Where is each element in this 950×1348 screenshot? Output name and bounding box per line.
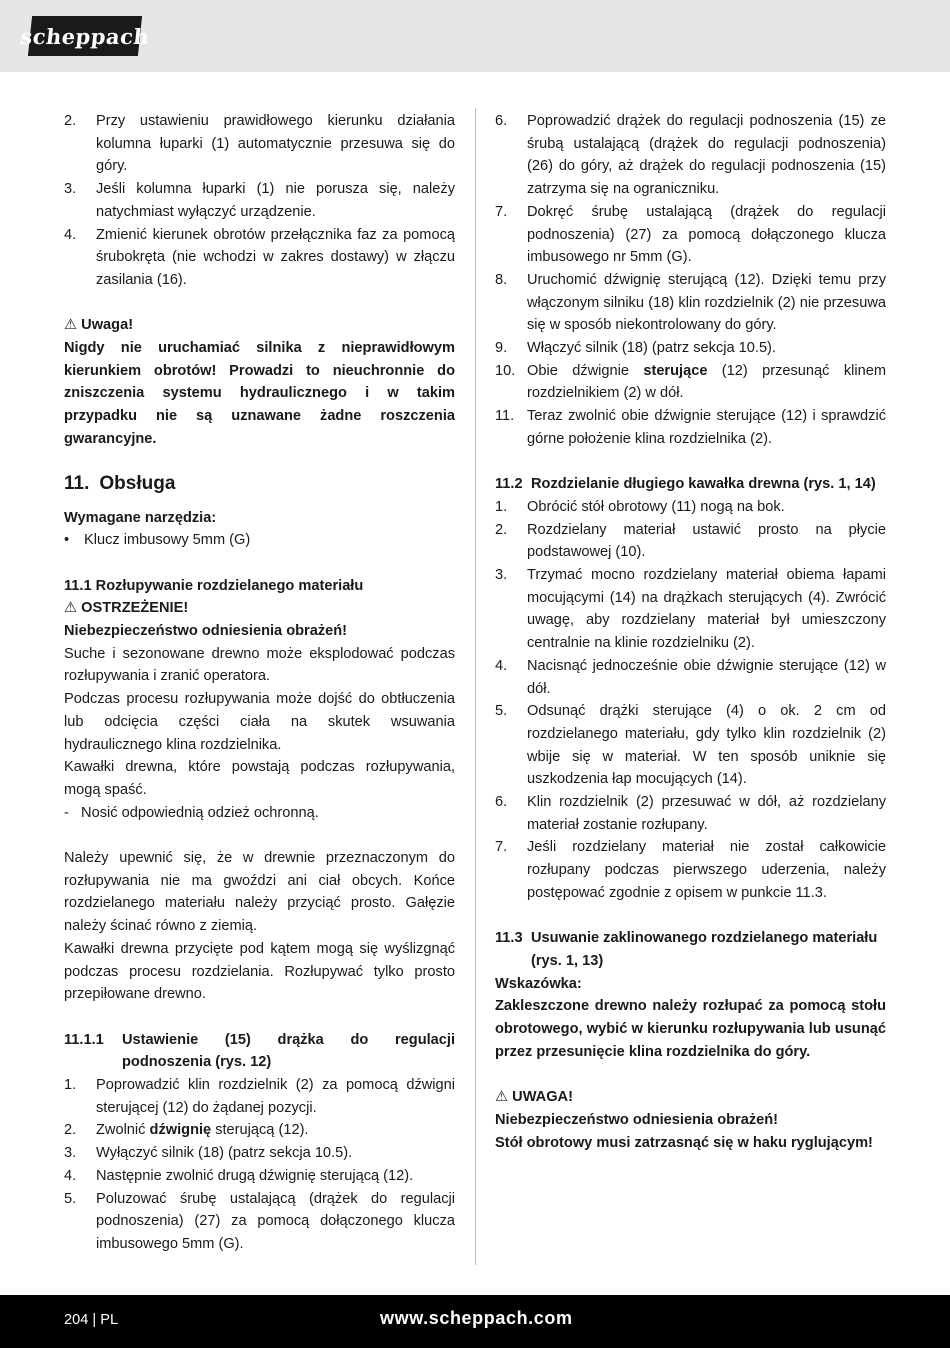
list-item: 5. Odsunąć drążki sterujące (4) o ok. 2 cm od rozdzielanego materiału, gdy tylko klin rozdzielnik (2) wbije się w materiał. W ten sposób uniknie się uszkodzenia łap mocujących (14). xyxy=(495,703,886,788)
list-item: 3. Jeśli kolumna łuparki (1) nie porusza się, należy natychmiast wyłączyć urządzenie. xyxy=(64,181,455,220)
list-item: 4. Zmienić kierunek obrotów przełącznika faz za pomocą śrubokręta (nie wchodzi w zakres dostawy) w złączu zasilania (16). xyxy=(64,226,455,288)
right-column xyxy=(495,110,886,1154)
list-item: 4. Nacisnąć jednocześnie obie dźwignie sterujące (12) w dół. xyxy=(495,657,886,697)
warning-icon: ⚠ xyxy=(495,1089,509,1106)
page-number: 204 | PL xyxy=(64,1312,119,1328)
warning-title: ⚠ UWAGA! xyxy=(495,1089,573,1106)
warning-title: ⚠ OSTRZEŻENIE! xyxy=(64,600,189,617)
brand-logo: scheppach xyxy=(28,16,142,56)
list-item: 4. Następnie zwolnić drugą dźwignię sterującą (12). xyxy=(64,1167,414,1184)
list-item: 1. Obrócić stół obrotowy (11) nogą na bok. xyxy=(495,498,785,515)
list-item: 7. Dokręć śrubę ustalającą (drążek do regulacji podnoszenia) (27) za pomocą dołączonego klucza imbusowego nr 5mm (G). xyxy=(495,203,886,266)
steps-list xyxy=(64,110,455,292)
subsection-heading: 11.2 Rozdzielanie długiego kawałka drewna (rys. 1, 14) xyxy=(495,476,876,493)
tools-title: Wymagane narzędzia: xyxy=(64,509,217,526)
list-item: 7. Jeśli rozdzielany materiał nie został całkowicie rozłupany podczas pierwszego uderzenia, należy postępować zgodnie z opisem w punkcie 11.3. xyxy=(495,839,886,901)
list-item: 11. Teraz zwolnić obie dźwignie sterujące (12) i sprawdzić górne położenie klina rozdzielnika (2). xyxy=(495,408,886,447)
subsection-heading: 11.3 Usuwanie zaklinowanego rozdzielanego materiału (rys. 1, 13) xyxy=(495,930,878,969)
danger-text: Niebezpieczeństwo odniesienia obrażeń! xyxy=(495,1111,779,1128)
list-item: 2. Rozdzielany materiał ustawić prosto na płycie podstawowej (10). xyxy=(495,521,886,561)
caution-title: ⚠ Uwaga! xyxy=(64,317,134,334)
left-column xyxy=(64,110,455,1256)
section-heading: 11. Obsługa xyxy=(64,472,176,494)
hint-text: Zakleszczone drewno należy rozłupać za pomocą stołu obrotowego, wybić w kierunku rozłupywania lub usunąć przez przesunięcie klina rozdzielnika do góry. xyxy=(495,998,886,1060)
paragraph: Suche i sezonowane drewno może eksplodować podczas rozłupywania i zranić operatora. xyxy=(64,645,455,685)
page-header xyxy=(0,0,950,72)
warning-icon: ⚠ xyxy=(64,600,78,617)
caution-text: Nigdy nie uruchamiać silnika z nieprawidłowym kierunkiem obrotów! Prowadzi to nieuchronnie do zniszczenia systemu hydraulicznego i w takim przypadku nie są uznawane żadne roszczenia gwarancyjne. xyxy=(64,340,455,447)
list-item: • Klucz imbusowy 5mm (G) xyxy=(64,532,251,549)
list-item: 5. Poluzować śrubę ustalającą (drążek do regulacji podnoszenia) (27) za pomocą dołączonego klucza imbusowego 5mm (G). xyxy=(64,1190,455,1252)
danger-text: Niebezpieczeństwo odniesienia obrażeń! xyxy=(64,623,348,640)
page-footer xyxy=(0,1295,950,1348)
subsection-heading: 11.1.1 Ustawienie (15) drążka do regulacji podnoszenia (rys. 12) xyxy=(64,1031,455,1071)
steps-list xyxy=(64,1074,455,1256)
steps-list xyxy=(495,496,886,905)
list-item: 8. Uruchomić dźwignię sterującą (12). Dzięki temu przy włączonym silniku (18) klin rozdzielnik (2) nie przesuwa się w sposób niekontrolowany do góry. xyxy=(495,271,886,334)
paragraph: Kawałki drewna, które powstają podczas rozłupywania, mogą spaść. xyxy=(64,759,455,798)
list-item: 2. Przy ustawieniu prawidłowego kierunku działania kolumna łuparki (1) automatycznie przesuwa się do góry. xyxy=(64,113,455,175)
steps-list xyxy=(495,110,886,451)
list-item: 1. Poprowadzić klin rozdzielnik (2) za pomocą dźwigni sterującej (12) do żądanej pozycji. xyxy=(64,1077,455,1116)
hint-title: Wskazówka: xyxy=(495,975,582,992)
paragraph: Kawałki drewna przycięte pod kątem mogą się wyślizgnąć podczas procesu rozdzielania. Rozłupywać tylko prosto przepiłowane drewno. xyxy=(64,940,455,1003)
list-item: 3. Wyłączyć silnik (18) (patrz sekcja 10.5). xyxy=(64,1145,353,1162)
tools-list xyxy=(64,529,455,552)
list-item: 6. Poprowadzić drążek do regulacji podnoszenia (15) ze śrubą ustalającą (drążek do regulacji podnoszenia) (26) do góry, aż drążek do regulacji podnoszenia (15) zatrzyma się na ograniczniku. xyxy=(495,113,886,198)
dash-item: - Nosić odpowiednią odzież ochronną. xyxy=(64,804,319,821)
list-item: 6. Klin rozdzielnik (2) przesuwać w dół, aż rozdzielany materiał zostanie rozłupany. xyxy=(495,794,886,833)
list-item: 9. Włączyć silnik (18) (patrz sekcja 10.5). xyxy=(495,340,776,357)
list-item: 2. Zwolnić dźwignię sterującą (12). xyxy=(64,1122,309,1139)
final-warning-text: Stół obrotowy musi zatrzasnąć się w haku ryglującym! xyxy=(495,1134,873,1151)
list-item: 10. Obie dźwignie sterujące (12) przesunąć klinem rozdzielnikiem (2) w dół. xyxy=(495,362,886,402)
paragraph: Należy upewnić się, że w drewnie przeznaczonym do rozłupywania nie ma gwoździ ani ciał obcych. Końce rozdzielanego materiału należy przyciąć prosto. Gałęzie należy ścinać równo z ziemią. xyxy=(64,850,455,935)
paragraph: Podczas procesu rozłupywania może dojść do obtłuczenia lub odcięcia części ciała na skutek wsuwania hydraulicznego klina rozdzielnika. xyxy=(64,691,455,753)
column-divider xyxy=(475,108,476,1265)
subsection-heading: 11.1 Rozłupywanie rozdzielanego materiału xyxy=(64,577,364,594)
warning-icon: ⚠ xyxy=(64,317,78,334)
list-item: 3. Trzymać mocno rozdzielany materiał obiema łapami mocującymi (14) na drążkach sterujących (4). Zwrócić uwagę, aby rozdzielany materiał był umieszczony centralnie na klinie rozdzielniku (2). xyxy=(495,567,886,652)
website-link[interactable]: www.scheppach.com xyxy=(380,1308,573,1328)
